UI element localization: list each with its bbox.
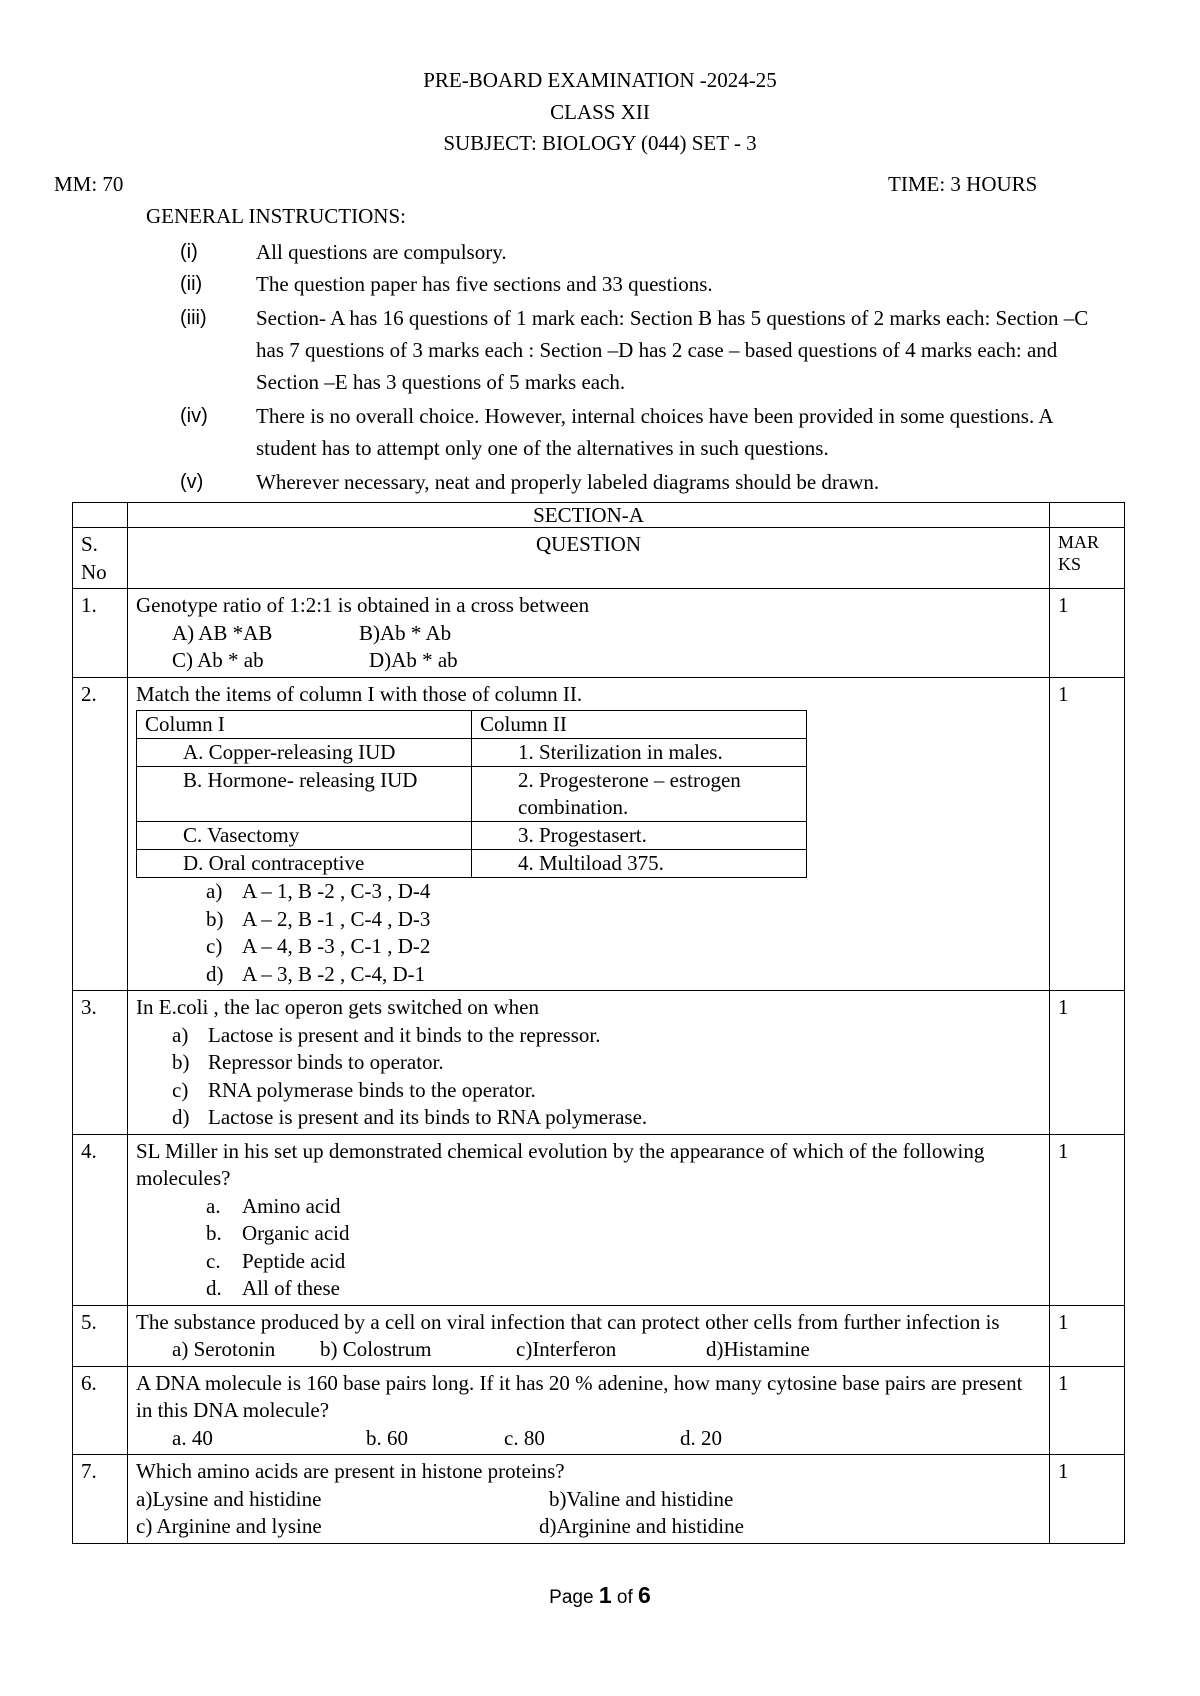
section-title: SECTION-A (128, 503, 1050, 528)
marks-value: 1 (1050, 677, 1125, 991)
instruction-item (180, 302, 1110, 398)
option-d: d)Histamine (706, 1337, 810, 1361)
header-row (73, 528, 1125, 589)
option-label: a) (172, 1022, 189, 1047)
option-label: d) (172, 1105, 190, 1129)
question-number: 6. (73, 1366, 128, 1455)
question-text: Match the items of column I with those of column II. (136, 681, 583, 706)
option-label: c. (206, 1248, 221, 1273)
subject-label: SUBJECT: BIOLOGY (044) SET - 3 (443, 131, 757, 155)
match-col2-header: Column II (472, 711, 807, 739)
option-a: a) Serotonin (172, 1337, 276, 1361)
question-number: 1. (73, 589, 128, 678)
option-d: D)Ab * ab (369, 648, 458, 672)
question-table (72, 502, 1125, 1544)
page-footer (0, 1582, 1200, 1609)
footer-of: of (611, 1587, 639, 1608)
marks-value: 1 (1050, 1305, 1125, 1366)
question-text: The substance produced by a cell on viral infection that can protect other cells from further infection is (136, 1309, 1000, 1334)
question-text: Which amino acids are present in histone proteins? (136, 1459, 565, 1483)
option-label: d) (206, 961, 224, 986)
match-item-b: B. Hormone- releasing IUD (137, 767, 472, 822)
option-label: b) (172, 1050, 190, 1074)
sno-header: S. No (73, 528, 128, 589)
question-row (73, 677, 1125, 991)
option-c: A – 4, B -3 , C-1 , D-2 (242, 934, 431, 958)
option-label: a. (206, 1193, 221, 1218)
option-b: b) Colostrum (320, 1337, 432, 1361)
option-a: A – 1, B -2 , C-3 , D-4 (242, 879, 431, 903)
option-d: A – 3, B -2 , C-4, D-1 (242, 961, 426, 986)
marks-value: 1 (1050, 1455, 1125, 1544)
question-row (73, 1455, 1125, 1544)
question-text: A DNA molecule is 160 base pairs long. If it has 20 % adenine, how many cytosine base pairs are present in this DNA molecule? (136, 1370, 1023, 1422)
match-item-1: 1. Sterilization in males. (472, 739, 807, 767)
option-a: a)Lysine and histidine (136, 1486, 322, 1511)
option-label: d. (206, 1276, 222, 1300)
instruction-item (180, 466, 1110, 498)
question-number: 3. (73, 991, 128, 1135)
option-c: c)Interferon (516, 1337, 617, 1361)
option-a: A) AB *AB (172, 620, 273, 645)
question-text: SL Miller in his set up demonstrated chemical evolution by the appearance of which of the following molecules? (136, 1138, 985, 1190)
marks-value: 1 (1050, 991, 1125, 1135)
question-row (73, 1134, 1125, 1305)
page-number: 1 (598, 1582, 612, 1608)
instruction-item (180, 268, 1110, 300)
exam-title: PRE-BOARD EXAMINATION -2024-25 (423, 68, 777, 92)
page-total: 6 (638, 1582, 651, 1608)
question-row (73, 589, 1125, 678)
instruction-text: Wherever necessary, neat and properly labeled diagrams should be drawn. (256, 470, 880, 494)
instruction-text: There is no overall choice. However, internal choices have been provided in some questions. A student has to attempt only one of the alternatives in such questions. (256, 404, 1053, 460)
instruction-text: The question paper has five sections and 33 questions. (256, 272, 713, 296)
section-row (73, 503, 1125, 528)
marks-value: 1 (1050, 1134, 1125, 1305)
instruction-item (180, 236, 1110, 268)
question-number: 4. (73, 1134, 128, 1305)
option-b: Organic acid (242, 1221, 350, 1245)
marks-value: 1 (1050, 589, 1125, 678)
option-a: Amino acid (242, 1193, 341, 1218)
instruction-number: (iii) (180, 307, 207, 329)
marks-header: MAR KS (1050, 528, 1125, 589)
question-number: 7. (73, 1455, 128, 1544)
option-a: Lactose is present and it binds to the repressor. (208, 1022, 601, 1047)
option-c: C) Ab * ab (172, 648, 264, 672)
instruction-text: Section- A has 16 questions of 1 mark each: Section B has 5 questions of 2 marks each: Section –C has 7 questions of 3 marks each : Section –D has 2 case – based questions of 4 marks each: and Section –E has 3 questions of 5 marks each. (256, 306, 1089, 394)
instruction-number: (i) (180, 241, 198, 263)
option-d: d. 20 (680, 1425, 722, 1450)
class-label: CLASS XII (550, 100, 650, 124)
marks-value: 1 (1050, 1366, 1125, 1455)
time-allowed: TIME: 3 HOURS (888, 172, 1038, 196)
match-col1-header: Column I (137, 711, 472, 739)
instructions-heading: GENERAL INSTRUCTIONS: (146, 204, 406, 228)
option-b: b. 60 (366, 1425, 408, 1450)
option-label: c) (206, 934, 223, 958)
option-d: d)Arginine and histidine (539, 1514, 744, 1538)
max-marks: MM: 70 (54, 172, 124, 196)
question-row (73, 1366, 1125, 1455)
instruction-number: (iv) (180, 405, 208, 427)
instruction-number: (ii) (180, 273, 203, 295)
option-d: All of these (242, 1276, 340, 1300)
instruction-text: All questions are compulsory. (256, 240, 507, 264)
question-text: Genotype ratio of 1:2:1 is obtained in a cross between (136, 593, 590, 617)
option-b: B)Ab * Ab (359, 620, 452, 645)
match-item-d: D. Oral contraceptive (137, 850, 472, 878)
match-table (136, 710, 807, 878)
question-row (73, 991, 1125, 1135)
option-label: b. (206, 1221, 222, 1245)
option-c: c. 80 (504, 1425, 545, 1450)
instruction-item (180, 400, 1110, 464)
option-b: A – 2, B -1 , C-4 , D-3 (242, 906, 431, 931)
match-item-c: C. Vasectomy (137, 822, 472, 850)
match-item-2: 2. Progesterone – estrogen combination. (472, 767, 807, 822)
option-label: b) (206, 906, 224, 931)
option-c: RNA polymerase binds to the operator. (208, 1077, 536, 1102)
question-number: 5. (73, 1305, 128, 1366)
match-item-a: A. Copper-releasing IUD (137, 739, 472, 767)
footer-prefix: Page (549, 1587, 599, 1608)
option-d: Lactose is present and its binds to RNA polymerase. (208, 1105, 648, 1129)
option-label: a) (206, 879, 223, 903)
question-row (73, 1305, 1125, 1366)
question-number: 2. (73, 677, 128, 991)
option-label: c) (172, 1077, 189, 1102)
option-b: b)Valine and histidine (549, 1486, 734, 1511)
option-a: a. 40 (172, 1425, 213, 1450)
match-item-4: 4. Multiload 375. (472, 850, 807, 878)
option-c: Peptide acid (242, 1248, 346, 1273)
option-b: Repressor binds to operator. (208, 1050, 444, 1074)
question-header: QUESTION (128, 528, 1050, 589)
question-text: In E.coli , the lac operon gets switched on when (136, 995, 539, 1019)
option-c: c) Arginine and lysine (136, 1514, 322, 1538)
match-item-3: 3. Progestasert. (472, 822, 807, 850)
instruction-number: (v) (180, 471, 204, 493)
